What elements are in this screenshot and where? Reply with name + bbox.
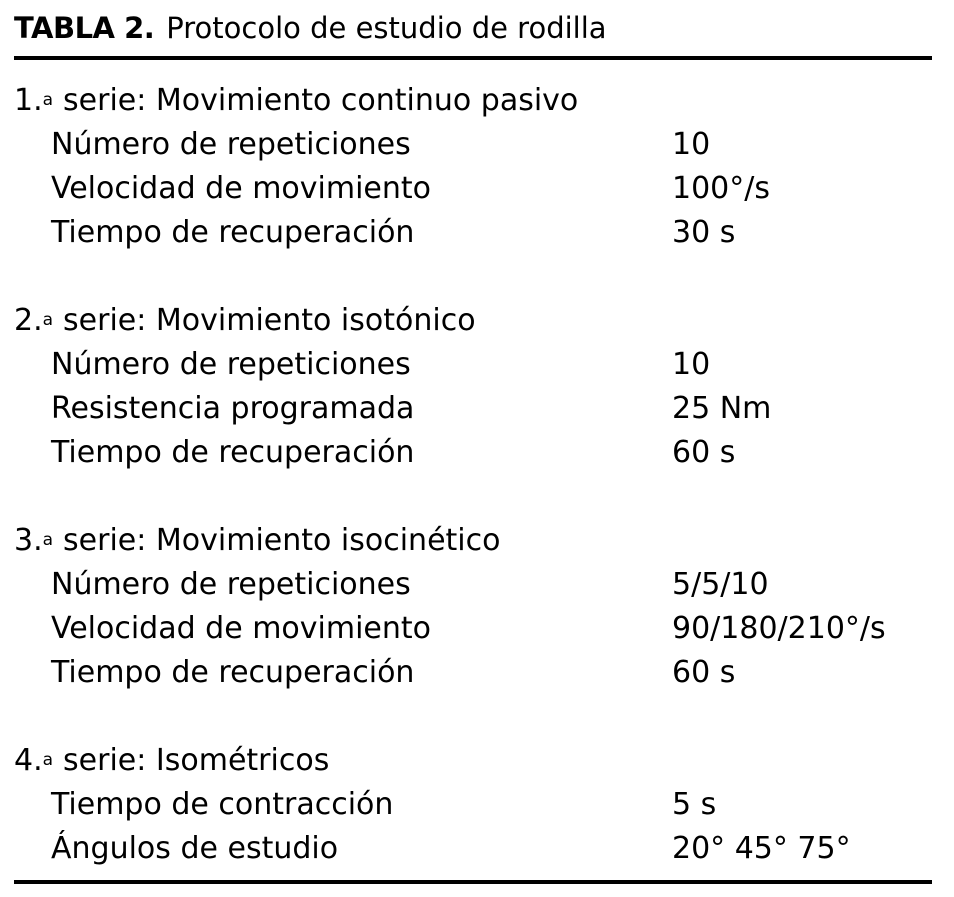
section-4 (14, 738, 932, 870)
section-title: serie: Movimiento continuo pasivo (63, 82, 579, 118)
param-label: Velocidad de movimiento (51, 170, 432, 206)
param-label: Velocidad de movimiento (51, 610, 432, 646)
param-value: 60 s (672, 434, 736, 470)
table-row (14, 210, 932, 254)
ordinal-mark: a (42, 530, 54, 550)
param-label: Tiempo de contracción (51, 786, 394, 822)
param-label: Resistencia programada (51, 390, 415, 426)
param-label: Tiempo de recuperación (51, 654, 415, 690)
table-row (14, 782, 932, 826)
section-number: 1. (14, 82, 43, 118)
table-row (14, 342, 932, 386)
table-row (14, 386, 932, 430)
table-row (14, 430, 932, 474)
ordinal-mark: a (42, 310, 54, 330)
section-1 (14, 78, 932, 254)
param-value: 10 (672, 126, 711, 162)
section-3 (14, 518, 932, 694)
section-heading (14, 518, 932, 562)
param-label: Número de repeticiones (51, 346, 411, 382)
table-row (14, 122, 932, 166)
section-title: serie: Movimiento isocinético (63, 522, 501, 558)
param-value: 5 s (672, 786, 717, 822)
section-heading (14, 298, 932, 342)
section-heading (14, 78, 932, 122)
section-heading (14, 738, 932, 782)
section-number: 2. (14, 302, 43, 338)
section-number: 4. (14, 742, 43, 778)
param-value: 5/5/10 (672, 566, 769, 602)
table-row (14, 826, 932, 870)
table-body (14, 60, 932, 880)
param-label: Ángulos de estudio (51, 830, 339, 866)
param-label: Número de repeticiones (51, 126, 411, 162)
param-value: 10 (672, 346, 711, 382)
table-row (14, 650, 932, 694)
ordinal-mark: a (42, 750, 54, 770)
param-value: 90/180/210°/s (672, 610, 886, 646)
protocol-table (14, 0, 932, 884)
section-number: 3. (14, 522, 43, 558)
table-title: Protocolo de estudio de rodilla (166, 11, 607, 45)
param-value: 20° 45° 75° (672, 830, 851, 866)
param-value: 60 s (672, 654, 736, 690)
table-row (14, 606, 932, 650)
ordinal-mark: a (42, 90, 54, 110)
section-title: serie: Isométricos (63, 742, 330, 778)
table-row (14, 166, 932, 210)
table-row (14, 562, 932, 606)
param-label: Tiempo de recuperación (51, 214, 415, 250)
param-value: 100°/s (672, 170, 770, 206)
table-label: TABLA 2. (14, 11, 155, 45)
section-title: serie: Movimiento isotónico (63, 302, 476, 338)
param-value: 25 Nm (672, 390, 772, 426)
bottom-rule (14, 880, 932, 884)
param-value: 30 s (672, 214, 736, 250)
param-label: Número de repeticiones (51, 566, 411, 602)
section-2 (14, 298, 932, 474)
param-label: Tiempo de recuperación (51, 434, 415, 470)
table-caption (14, 0, 932, 56)
